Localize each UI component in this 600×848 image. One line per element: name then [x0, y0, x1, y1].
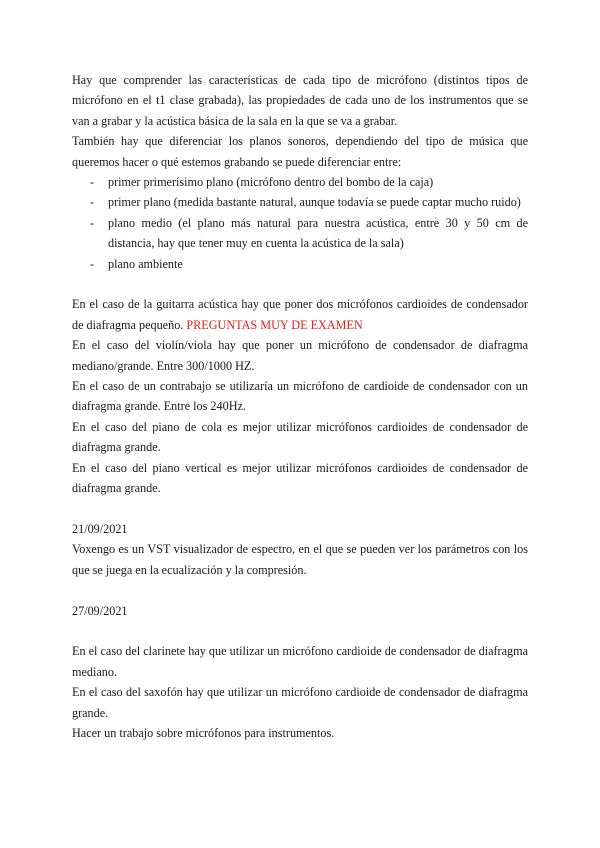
spacer [72, 499, 528, 519]
spacer [72, 580, 528, 600]
piano-cola-paragraph: En el caso del piano de cola es mejor utilizar micrófonos cardioides de condensador de diafragma grande. [72, 419, 528, 455]
list-item [72, 254, 528, 274]
contrabajo-paragraph: En el caso de un contrabajo se utilizaría un micrófono de cardioide de condensador con un diafragma grande. Entre los 240Hz. [72, 379, 528, 414]
list-item [72, 172, 528, 192]
saxofon-paragraph: En el caso del saxofón hay que utilizar un micrófono cardioide de condensador de diafragma grande. [72, 685, 528, 720]
violin-paragraph: En el caso del violín/viola hay que poner un micrófono de condensador de diafragma mediano/grande. Entre 300/1000 HZ. [72, 338, 528, 373]
voxengo-paragraph: Voxengo es un VST visualizador de espectro, en el que se pueden ver los parámetros con los que se juega en la ecualización y la compresión. [72, 542, 528, 577]
spacer [72, 621, 528, 641]
list-item-text: primer plano (medida bastante natural, aunque todavía se puede captar mucho ruido) [108, 195, 521, 210]
list-item [72, 213, 528, 254]
planos-sonoros-list [72, 172, 528, 274]
exam-note: PREGUNTAS MUY DE EXAMEN [186, 317, 363, 332]
list-item [72, 192, 528, 212]
intro-paragraph-2: También hay que diferenciar los planos sonoros, dependiendo del tipo de música que queremos hacer o qué estemos grabando se puede diferenciar entre: [72, 134, 528, 169]
entry-date-2: 27/09/2021 [72, 603, 128, 618]
piano-vertical-paragraph: En el caso del piano vertical es mejor utilizar micrófonos cardioides de condensador de diafragma grande. [72, 460, 528, 496]
guitarra-paragraph [72, 294, 528, 335]
list-item-text: primer primerísimo plano (micrófono dentro del bombo de la caja) [108, 175, 434, 190]
bullet-marker: - [90, 215, 95, 230]
bullet-marker: - [90, 195, 95, 210]
guitarra-text: En el caso de la guitarra acústica hay que poner dos micrófonos cardioides de condensador de diafragma pequeño. [72, 297, 528, 332]
list-item-text: plano medio (el plano más natural para nuestra acústica, entre 30 y 50 cm de distancia, hay que tener muy en cuenta la acústica de la sala) [108, 215, 528, 251]
bullet-marker: - [90, 256, 95, 271]
intro-paragraph-1: Hay que comprender las características de cada tipo de micrófono (distintos tipos de micrófono en el t1 clase grabada), las propiedades de cada uno de los instrumentos que se van a grabar y la acústica básica de la sala en la que se va a grabar. [72, 73, 528, 128]
spacer [72, 274, 528, 294]
trabajo-paragraph: Hacer un trabajo sobre micrófonos para instrumentos. [72, 725, 335, 740]
list-item-text: plano ambiente [108, 256, 183, 271]
entry-date-1: 21/09/2021 [72, 521, 128, 536]
clarinete-paragraph: En el caso del clarinete hay que utilizar un micrófono cardioide de condensador de diafragma mediano. [72, 644, 528, 679]
bullet-marker: - [90, 175, 95, 190]
